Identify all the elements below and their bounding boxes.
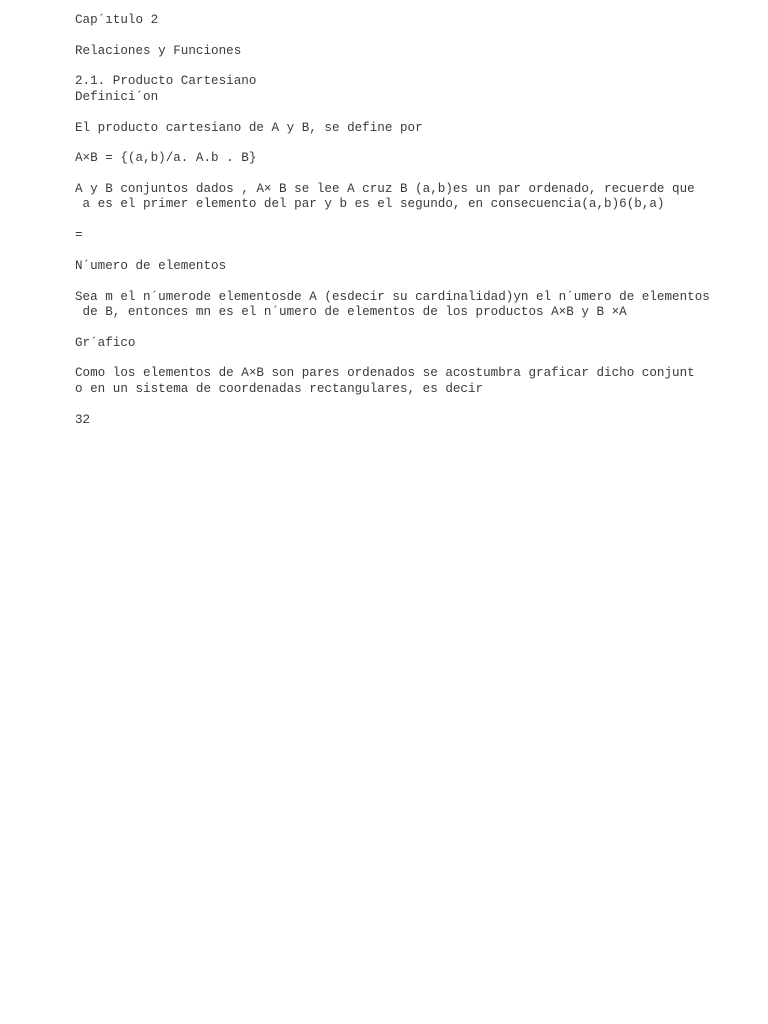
number-text-line: Sea m el n´umerode elementosde A (esdecir su cardinalidad)yn el n´umero de elementos [75, 290, 710, 304]
formula: A×B = {(a,b)/a. A.b . B} [75, 151, 257, 165]
chapter-title: Relaciones y Funciones [75, 44, 242, 58]
graph-text-line: o en un sistema de coordenadas rectangulares, es decir [75, 382, 484, 396]
definition-intro: El producto cartesiano de A y B, se define por [75, 121, 423, 135]
number-text-line: de B, entonces mn es el n´umero de elementos de los productos A×B y B ×A [75, 305, 627, 319]
page-number: 32 [75, 413, 91, 427]
graph-heading: Gr´afico [75, 336, 136, 350]
definition-heading: Definici´on [75, 90, 159, 104]
explanation-line: A y B conjuntos dados , A× B se lee A cruz B (a,b)es un par ordenado, recuerde que [75, 182, 695, 196]
graph-text-line: Como los elementos de A×B son pares ordenados se acostumbra graficar dicho conjunt [75, 366, 695, 380]
section-heading: 2.1. Producto Cartesiano [75, 74, 257, 88]
number-of-elements-heading: N´umero de elementos [75, 259, 227, 273]
chapter-label: Cap´ıtulo 2 [75, 13, 159, 27]
explanation-line: a es el primer elemento del par y b es el segundo, en consecuencia(a,b)6(b,a) [75, 197, 665, 211]
equals-line: = [75, 228, 83, 242]
